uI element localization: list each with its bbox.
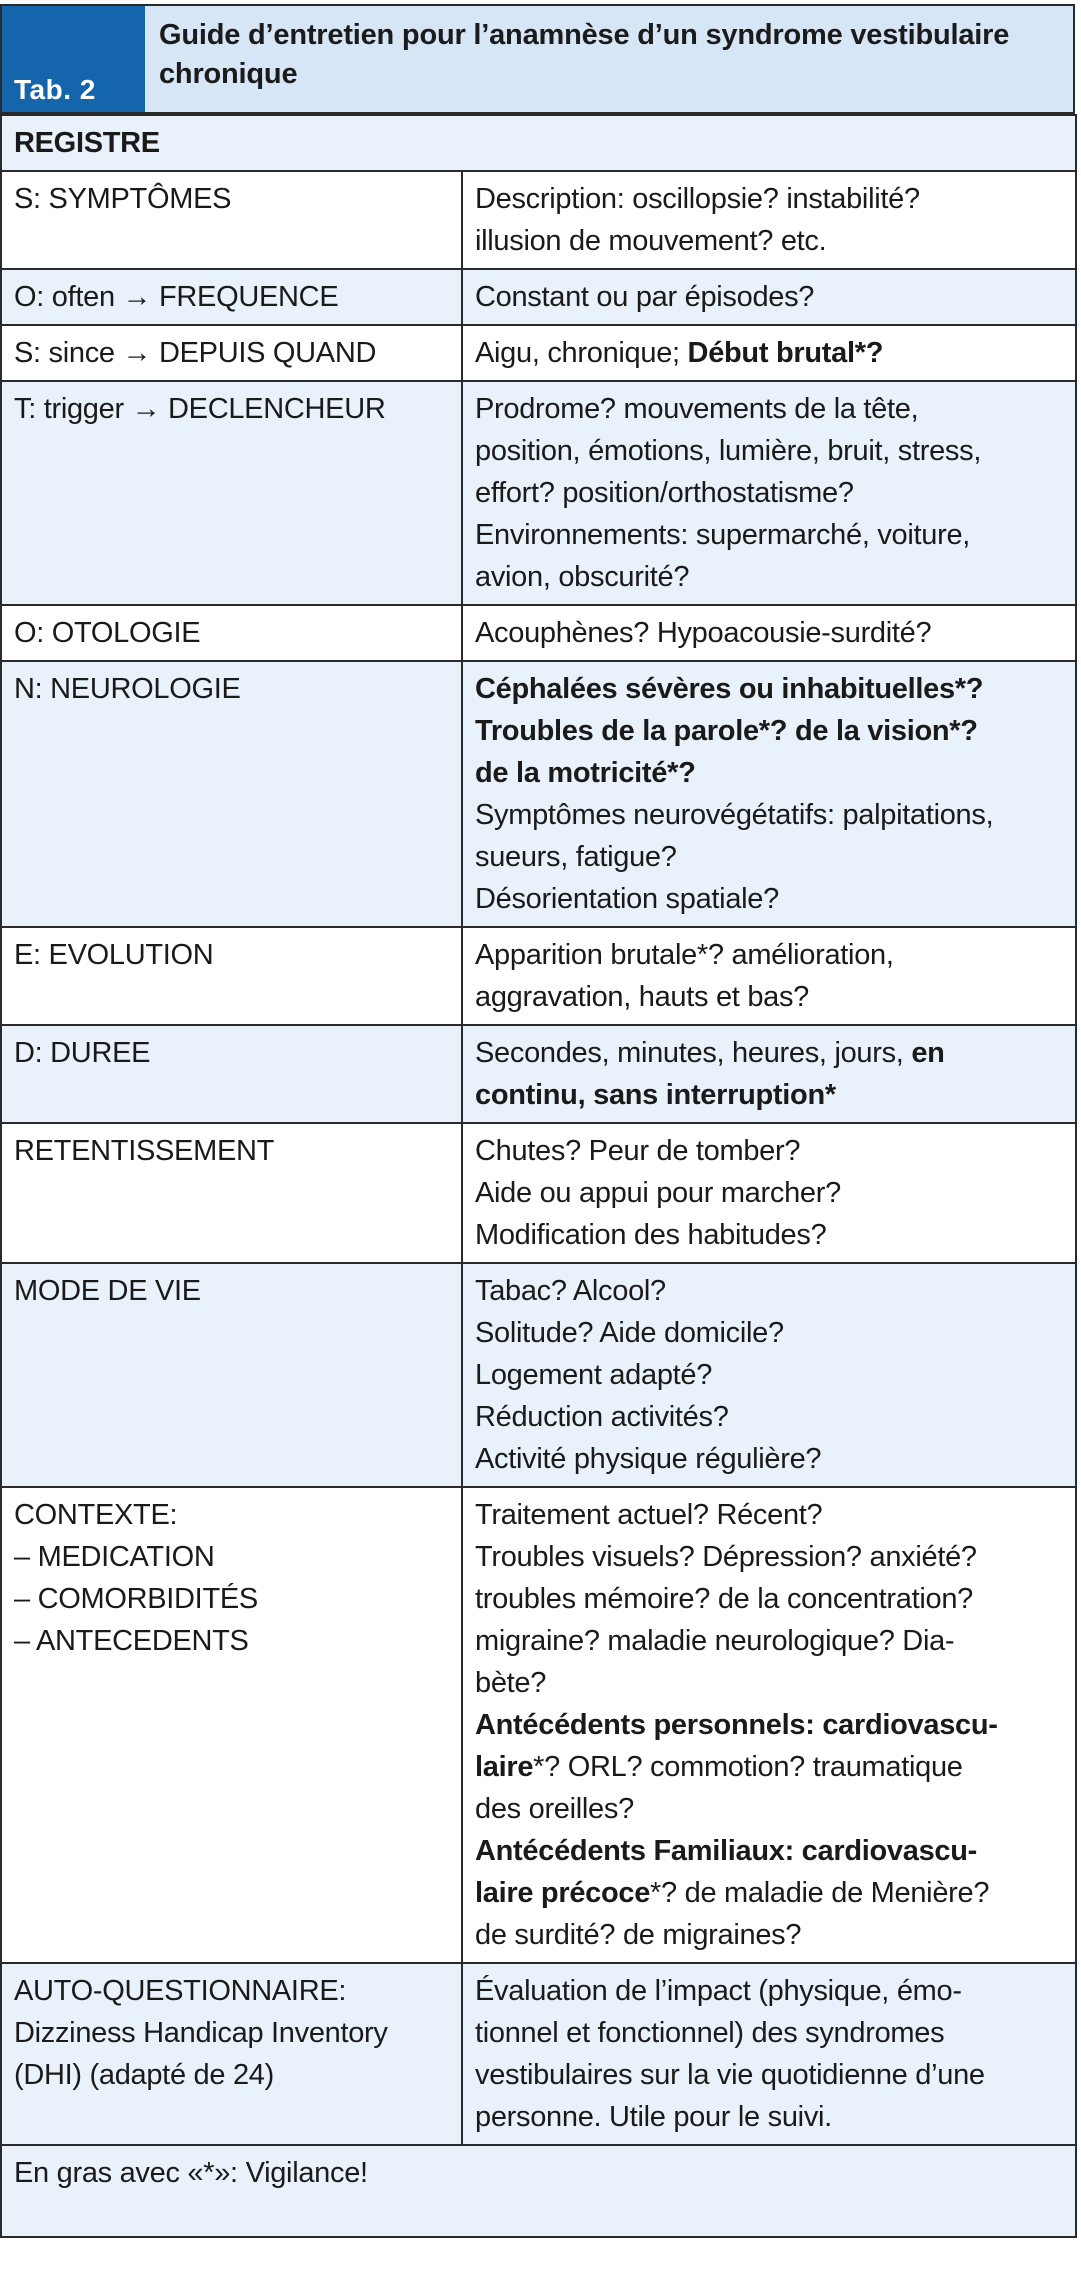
row-detail-line: [475, 1032, 1065, 1074]
detail-text: migraine? maladie neurologique? Dia-: [475, 1625, 955, 1657]
row-detail-line: [475, 1438, 1065, 1480]
row-label-cell: [1, 1263, 462, 1487]
vigilance-text: Début brutal*?: [687, 337, 884, 369]
detail-text: Modification des habitudes?: [475, 1219, 827, 1251]
row-detail-line: [475, 1704, 1065, 1746]
row-label: – ANTECEDENTS: [14, 1625, 249, 1657]
detail-text: personne. Utile pour le suivi.: [475, 2101, 832, 2133]
table-row: [1, 381, 1076, 605]
vigilance-text: laire: [475, 1751, 534, 1783]
row-label: O: OTOLOGIE: [14, 617, 201, 649]
row-label-cell: [1, 927, 462, 1025]
detail-text: troubles mémoire? de la concentration?: [475, 1583, 973, 1615]
detail-text: des oreilles?: [475, 1793, 634, 1825]
detail-text: Tabac? Alcool?: [475, 1275, 666, 1307]
row-detail-line: [475, 934, 1065, 976]
row-label: – MEDICATION: [14, 1541, 215, 1573]
table-row: [1, 1263, 1076, 1487]
vigilance-text: laire précoce: [475, 1877, 651, 1909]
row-detail-line: [475, 178, 1065, 220]
detail-text: vestibulaires sur la vie quotidienne d’une: [475, 2059, 985, 2091]
row-label: MODE DE VIE: [14, 1275, 201, 1307]
row-detail-cell: [462, 661, 1076, 927]
row-label: Dizziness Handicap Inventory: [14, 2017, 388, 2049]
row-label: S: SYMPTÔMES: [14, 183, 232, 215]
row-detail-line: [475, 1354, 1065, 1396]
row-label-cell: [1, 661, 462, 927]
table-row: [1, 171, 1076, 269]
detail-text: Évaluation de l’impact (physique, émo-: [475, 1975, 962, 2007]
detail-text: illusion de mouvement? etc.: [475, 225, 827, 257]
row-label-cell: [1, 1025, 462, 1123]
row-detail-cell: [462, 1963, 1076, 2145]
row-detail-line: [475, 668, 1065, 710]
row-detail-line: [475, 1270, 1065, 1312]
row-label-cell: [1, 171, 462, 269]
detail-text: Secondes, minutes, heures, jours,: [475, 1037, 912, 1069]
row-detail-line: [475, 1914, 1065, 1956]
row-detail-line: [475, 1830, 1065, 1872]
row-label-cell: [1, 1487, 462, 1963]
table-row: [1, 927, 1076, 1025]
row-label: CONTEXTE:: [14, 1499, 178, 1531]
row-label: E: EVOLUTION: [14, 939, 214, 971]
table-row: [1, 1487, 1076, 1963]
row-detail-line: [475, 752, 1065, 794]
detail-text: Prodrome? mouvements de la tête,: [475, 393, 919, 425]
row-detail-line: [475, 1662, 1065, 1704]
table-row: [1, 661, 1076, 927]
row-detail-line: [475, 1312, 1065, 1354]
detail-text: Chutes? Peur de tomber?: [475, 1135, 801, 1167]
detail-text: Traitement actuel? Récent?: [475, 1499, 823, 1531]
row-detail-line: [475, 2096, 1065, 2138]
detail-text: Aide ou appui pour marcher?: [475, 1177, 841, 1209]
detail-text: Réduction activités?: [475, 1401, 729, 1433]
row-detail-line: [475, 878, 1065, 920]
row-label-cell: [1, 605, 462, 661]
table-header: [0, 4, 1075, 114]
detail-text: Symptômes neurovégétatifs: palpitations,: [475, 799, 994, 831]
vigilance-text: continu, sans interruption*: [475, 1079, 836, 1111]
row-detail-line: [475, 710, 1065, 752]
vigilance-text: Antécédents Familiaux: cardiovascu-: [475, 1835, 977, 1867]
row-detail-cell: [462, 381, 1076, 605]
row-detail-line: [475, 1872, 1065, 1914]
row-label-cell: [1, 1963, 462, 2145]
row-detail-line: [475, 1396, 1065, 1438]
detail-text: Activité physique régulière?: [475, 1443, 822, 1475]
row-label: S: since → DEPUIS QUAND: [14, 337, 377, 369]
row-detail-line: [475, 430, 1065, 472]
detail-text: avion, obscurité?: [475, 561, 690, 593]
table-row: [1, 1025, 1076, 1123]
row-detail-line: [475, 1788, 1065, 1830]
detail-text: Solitude? Aide domicile?: [475, 1317, 784, 1349]
row-detail-line: [475, 332, 1065, 374]
row-detail-line: [475, 556, 1065, 598]
row-detail-line: [475, 1074, 1065, 1116]
row-label-cell: [1, 269, 462, 325]
row-detail-line: [475, 1214, 1065, 1256]
row-detail-line: [475, 976, 1065, 1018]
detail-text: Acouphènes? Hypoacousie-surdité?: [475, 617, 932, 649]
vigilance-text: Troubles de la parole*? de la vision*?: [475, 715, 978, 747]
detail-text: *? de maladie de Menière?: [650, 1877, 990, 1909]
row-label: O: often → FREQUENCE: [14, 281, 339, 313]
row-detail-line: [475, 836, 1065, 878]
row-label: T: trigger → DECLENCHEUR: [14, 393, 386, 425]
row-detail-line: [475, 1494, 1065, 1536]
row-detail-cell: [462, 1025, 1076, 1123]
row-label: – COMORBIDITÉS: [14, 1583, 258, 1615]
row-detail-line: [475, 1970, 1065, 2012]
detail-text: Désorientation spatiale?: [475, 883, 779, 915]
anamnesis-table: [0, 114, 1077, 2238]
row-detail-line: [475, 1620, 1065, 1662]
row-label: RETENTISSEMENT: [14, 1135, 275, 1167]
row-label: AUTO-QUESTIONNAIRE:: [14, 1975, 347, 2007]
row-detail-cell: [462, 1487, 1076, 1963]
vigilance-text: en: [911, 1037, 945, 1069]
row-detail-line: [475, 472, 1065, 514]
row-label-cell: [1, 381, 462, 605]
row-detail-line: [475, 2012, 1065, 2054]
detail-text: Constant ou par épisodes?: [475, 281, 815, 313]
vigilance-text: Céphalées sévères ou inhabituelles*?: [475, 673, 984, 705]
row-detail-line: [475, 1578, 1065, 1620]
detail-text: aggravation, hauts et bas?: [475, 981, 809, 1013]
row-detail-cell: [462, 171, 1076, 269]
detail-text: de surdité? de migraines?: [475, 1919, 802, 1951]
table-row: [1, 269, 1076, 325]
row-label: D: DUREE: [14, 1037, 151, 1069]
table-row: [1, 325, 1076, 381]
row-detail-line: [475, 2054, 1065, 2096]
detail-text: bète?: [475, 1667, 547, 1699]
table-row: [1, 1963, 1076, 2145]
tab-number-badge: [2, 6, 145, 112]
row-label: (DHI) (adapté de 24): [14, 2059, 274, 2091]
row-detail-line: [475, 794, 1065, 836]
table-row: [1, 605, 1076, 661]
vigilance-text: Antécédents personnels: cardiovascu-: [475, 1709, 998, 1741]
row-detail-line: [475, 1172, 1065, 1214]
row-detail-cell: [462, 927, 1076, 1025]
vigilance-text: de la motricité*?: [475, 757, 696, 789]
row-detail-line: [475, 276, 1065, 318]
row-detail-line: [475, 612, 1065, 654]
detail-text: Description: oscillopsie? instabilité?: [475, 183, 920, 215]
table-title: Guide d’entretien pour l’anamnèse d’un syndrome vestibulaire chronique: [145, 6, 1073, 112]
detail-text: Aigu, chronique;: [475, 337, 688, 369]
detail-text: tionnel et fonctionnel) des syndromes: [475, 2017, 945, 2049]
row-detail-line: [475, 388, 1065, 430]
detail-text: sueurs, fatigue?: [475, 841, 677, 873]
footnote: En gras avec «*»: Vigilance!: [1, 2145, 1076, 2237]
row-detail-line: [475, 1746, 1065, 1788]
section-heading: REGISTRE: [1, 115, 1076, 171]
row-label-cell: [1, 1123, 462, 1263]
detail-text: Logement adapté?: [475, 1359, 713, 1391]
table-container: [0, 4, 1075, 2238]
tab-label: Tab. 2: [14, 74, 96, 105]
detail-text: Troubles visuels? Dépression? anxiété?: [475, 1541, 977, 1573]
detail-text: *? ORL? commotion? traumatique: [533, 1751, 963, 1783]
detail-text: position, émotions, lumière, bruit, stress,: [475, 435, 982, 467]
table-row: [1, 1123, 1076, 1263]
detail-text: effort? position/orthostatisme?: [475, 477, 854, 509]
row-detail-line: [475, 1536, 1065, 1578]
row-detail-cell: [462, 1123, 1076, 1263]
row-detail-line: [475, 514, 1065, 556]
row-label: N: NEUROLOGIE: [14, 673, 241, 705]
row-detail-line: [475, 1130, 1065, 1172]
detail-text: Apparition brutale*? amélioration,: [475, 939, 894, 971]
row-detail-cell: [462, 269, 1076, 325]
detail-text: Environnements: supermarché, voiture,: [475, 519, 971, 551]
row-label-cell: [1, 325, 462, 381]
row-detail-line: [475, 220, 1065, 262]
row-detail-cell: [462, 1263, 1076, 1487]
row-detail-cell: [462, 605, 1076, 661]
row-detail-cell: [462, 325, 1076, 381]
